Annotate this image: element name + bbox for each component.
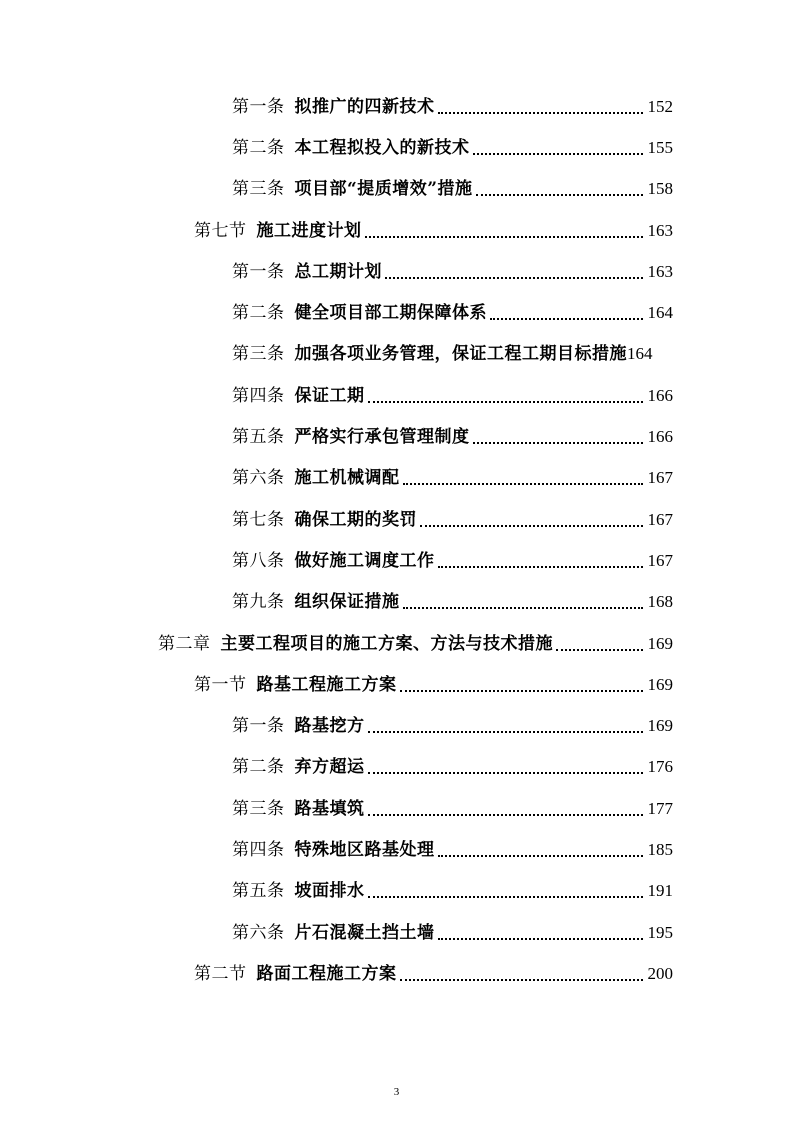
toc-entry-page: 167: [647, 468, 673, 488]
toc-entry-title: 施工进度计划: [256, 220, 362, 241]
dot-leader: [473, 133, 644, 155]
toc-entry[interactable]: [0, 623, 793, 664]
toc-entry-page: 195: [647, 922, 673, 942]
dot-leader: [490, 298, 643, 320]
toc-entry-number: 第二条: [232, 303, 285, 324]
table-of-contents: [0, 86, 793, 995]
toc-entry-number: 第一条: [232, 96, 285, 117]
dot-leader: [368, 381, 644, 403]
toc-entry-title: 本工程拟投入的新技术: [294, 137, 470, 158]
toc-entry-page: 164: [647, 303, 673, 323]
toc-entry-page: 191: [647, 881, 673, 901]
toc-entry-page: 177: [647, 798, 673, 818]
toc-entry-page: 176: [647, 757, 673, 777]
toc-entry[interactable]: [0, 747, 793, 788]
toc-entry[interactable]: [0, 499, 793, 540]
toc-entry-number: 第二章: [158, 633, 211, 654]
toc-entry-title: 加强各项业务管理，保证工程工期目标措施: [294, 344, 627, 365]
toc-entry-title: 健全项目部工期保障体系: [294, 303, 487, 324]
toc-entry-title: 施工机械调配: [294, 468, 400, 489]
toc-entry-title: 拟推广的四新技术: [294, 96, 435, 117]
toc-entry-page: 166: [647, 385, 673, 405]
toc-entry-number: 第二条: [232, 137, 285, 158]
toc-entry-page: 169: [647, 633, 673, 653]
dot-leader: [473, 422, 644, 444]
page-number: 3: [393, 1086, 400, 1098]
dot-leader: [438, 835, 644, 857]
toc-entry-title: 主要工程项目的施工方案、方法与技术措施: [220, 633, 553, 654]
toc-entry-title: 总工期计划: [294, 261, 382, 282]
toc-entry[interactable]: [0, 210, 793, 251]
toc-entry-page: 166: [647, 427, 673, 447]
toc-entry-number: 第四条: [232, 385, 285, 406]
toc-entry-number: 第七节: [194, 220, 247, 241]
dot-leader: [420, 505, 643, 527]
toc-entry-page: 200: [647, 963, 673, 983]
toc-entry[interactable]: [0, 788, 793, 829]
dot-leader: [368, 876, 644, 898]
dot-leader: [476, 174, 643, 196]
toc-entry-number: 第五条: [232, 881, 285, 902]
toc-entry[interactable]: [0, 292, 793, 333]
toc-entry[interactable]: [0, 375, 793, 416]
toc-entry[interactable]: [0, 829, 793, 870]
toc-entry-page: 163: [647, 261, 673, 281]
toc-entry-number: 第八条: [232, 550, 285, 571]
toc-entry-page: 164: [627, 344, 653, 364]
toc-entry-number: 第一条: [232, 716, 285, 737]
toc-entry[interactable]: [0, 953, 793, 994]
toc-entry-number: 第六条: [232, 922, 285, 943]
toc-entry-page: 168: [647, 592, 673, 612]
toc-entry-title: 路基挖方: [294, 716, 365, 737]
toc-entry[interactable]: [0, 251, 793, 292]
dot-leader: [403, 463, 644, 485]
toc-entry-number: 第三条: [232, 798, 285, 819]
toc-entry-title: 确保工期的奖罚: [294, 509, 417, 530]
toc-entry-title: 组织保证措施: [294, 592, 400, 613]
toc-entry-number: 第七条: [232, 509, 285, 530]
toc-entry-number: 第一条: [232, 261, 285, 282]
toc-entry-number: 第一节: [194, 674, 247, 695]
toc-entry[interactable]: [0, 540, 793, 581]
dot-leader: [438, 546, 644, 568]
toc-entry[interactable]: [0, 169, 793, 210]
toc-entry-page: 167: [647, 550, 673, 570]
toc-entry-title: 弃方超运: [294, 757, 365, 778]
dot-leader: [400, 959, 644, 981]
dot-leader: [385, 257, 643, 279]
toc-entry-number: 第九条: [232, 592, 285, 613]
toc-entry-page: 163: [647, 220, 673, 240]
dot-leader: [368, 794, 644, 816]
toc-entry[interactable]: [0, 127, 793, 168]
toc-entry[interactable]: [0, 416, 793, 457]
toc-entry-page: 169: [647, 716, 673, 736]
dot-leader: [365, 216, 644, 238]
toc-entry-number: 第二节: [194, 963, 247, 984]
toc-entry[interactable]: [0, 912, 793, 953]
toc-entry-number: 第四条: [232, 839, 285, 860]
dot-leader: [438, 92, 644, 114]
toc-entry-page: 158: [647, 179, 673, 199]
toc-entry-title: 片石混凝土挡土墙: [294, 922, 435, 943]
toc-entry-page: 155: [647, 137, 673, 157]
toc-entry-title: 严格实行承包管理制度: [294, 427, 470, 448]
toc-entry[interactable]: [0, 86, 793, 127]
toc-entry-number: 第三条: [232, 179, 285, 200]
toc-entry-number: 第六条: [232, 468, 285, 489]
toc-entry-title: 保证工期: [294, 385, 365, 406]
toc-entry[interactable]: [0, 334, 793, 375]
toc-entry-title: 路基填筑: [294, 798, 365, 819]
dot-leader: [368, 711, 644, 733]
toc-entry-title: 做好施工调度工作: [294, 550, 435, 571]
toc-entry-title: 坡面排水: [294, 881, 365, 902]
toc-entry-title: 项目部“提质增效”措施: [294, 179, 473, 200]
dot-leader: [438, 918, 644, 940]
toc-entry-number: 第五条: [232, 427, 285, 448]
dot-leader: [556, 629, 643, 651]
toc-entry-title: 路基工程施工方案: [256, 674, 397, 695]
toc-entry-page: 185: [647, 839, 673, 859]
toc-entry-number: 第三条: [232, 344, 285, 365]
toc-entry[interactable]: [0, 871, 793, 912]
toc-entry-title: 特殊地区路基处理: [294, 839, 435, 860]
toc-entry-number: 第二条: [232, 757, 285, 778]
toc-entry-title: 路面工程施工方案: [256, 963, 397, 984]
dot-leader: [400, 670, 644, 692]
toc-entry[interactable]: [0, 582, 793, 623]
toc-entry[interactable]: [0, 458, 793, 499]
toc-entry-page: 169: [647, 674, 673, 694]
dot-leader: [403, 587, 644, 609]
toc-entry-page: 152: [647, 96, 673, 116]
dot-leader: [368, 752, 644, 774]
toc-entry[interactable]: [0, 664, 793, 705]
toc-entry-page: 167: [647, 509, 673, 529]
toc-entry[interactable]: [0, 705, 793, 746]
